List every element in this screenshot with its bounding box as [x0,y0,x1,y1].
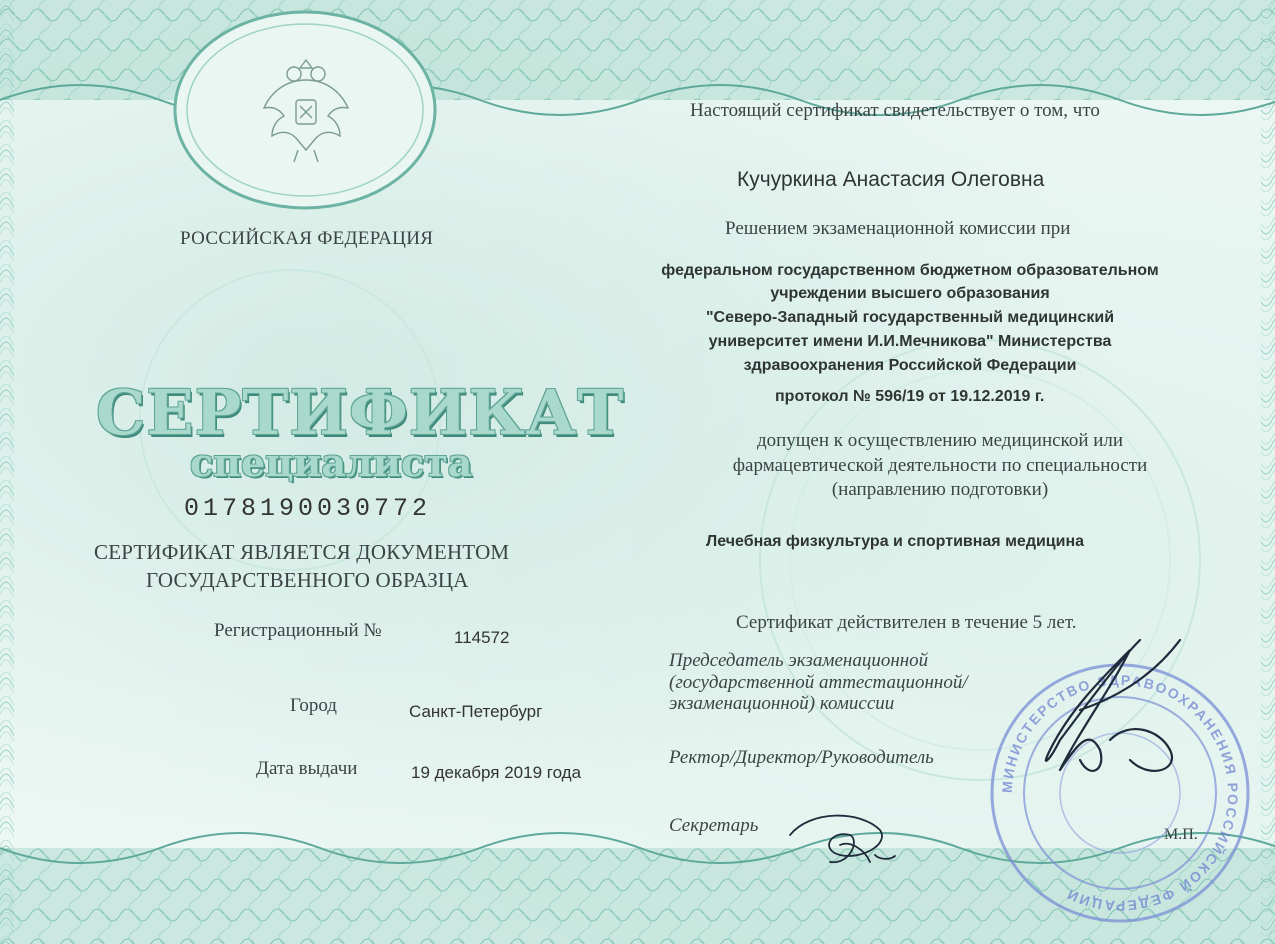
stamp-ring-text: МИНИСТЕРСТВО ЗДРАВООХРАНЕНИЯ РОССИЙСКОЙ ФЕДЕРАЦИИ [998,671,1242,915]
registration-label: Регистрационный № [214,620,382,641]
holder-name: Кучуркина Анастасия Олеговна [737,168,1045,191]
decision-text: Решением экзаменационной комиссии при [725,218,1071,239]
institution-line-3: "Северо-Западный государственный медицинский [705,309,1115,326]
rector-label: Ректор/Директор/Руководитель [669,747,934,768]
chair-signature [1020,620,1200,790]
secretary-label: Секретарь [669,815,759,836]
state-document-line-2: ГОСУДАРСТВЕННОГО ОБРАЗЦА [146,568,469,592]
document-subtitle: специалиста [190,440,473,485]
admission-line-2: фармацевтической деятельности по специальности [732,455,1148,476]
serial-number: 0178190030772 [184,494,432,523]
state-document-line-1: СЕРТИФИКАТ ЯВЛЯЕТСЯ ДОКУМЕНТОМ [94,540,510,564]
institution-line-1: федеральном государственном бюджетном образовательном [661,262,1159,279]
admission-line-3: (направлению подготовки) [831,479,1049,500]
institution-line-5: здравоохранения Российской Федерации [743,357,1077,374]
chair-line-1: Председатель экзаменационной [669,650,929,671]
secretary-signature [780,800,910,870]
coat-of-arms-icon [258,50,354,168]
city-value: Санкт-Петербург [409,702,543,721]
admission-line-1: допущен к осуществлению медицинской или [756,430,1124,451]
institution-line-4: университет имени И.И.Мечникова" Министерства [708,333,1112,350]
stamp-place-label: М.П. [1164,826,1198,843]
date-label: Дата выдачи [256,758,358,779]
date-value: 19 декабря 2019 года [411,763,582,782]
specialty: Лечебная физкультура и спортивная медицина [706,533,1085,550]
protocol-text: протокол № 596/19 от 19.12.2019 г. [775,388,1045,405]
country-name: РОССИЙСКАЯ ФЕДЕРАЦИЯ [180,228,434,249]
registration-number: 114572 [454,628,510,647]
chair-line-3: экзаменационной) комиссии [669,693,895,714]
institution-line-2: учреждении высшего образования [770,285,1050,302]
document-title: СЕРТИФИКАТ [96,376,625,449]
city-label: Город [290,695,337,716]
chair-line-2: (государственной аттестационной/ [669,672,968,693]
validity-text: Сертификат действителен в течение 5 лет. [736,612,1077,633]
certificate-intro: Настоящий сертификат свидетельствует о том, что [690,100,1100,121]
